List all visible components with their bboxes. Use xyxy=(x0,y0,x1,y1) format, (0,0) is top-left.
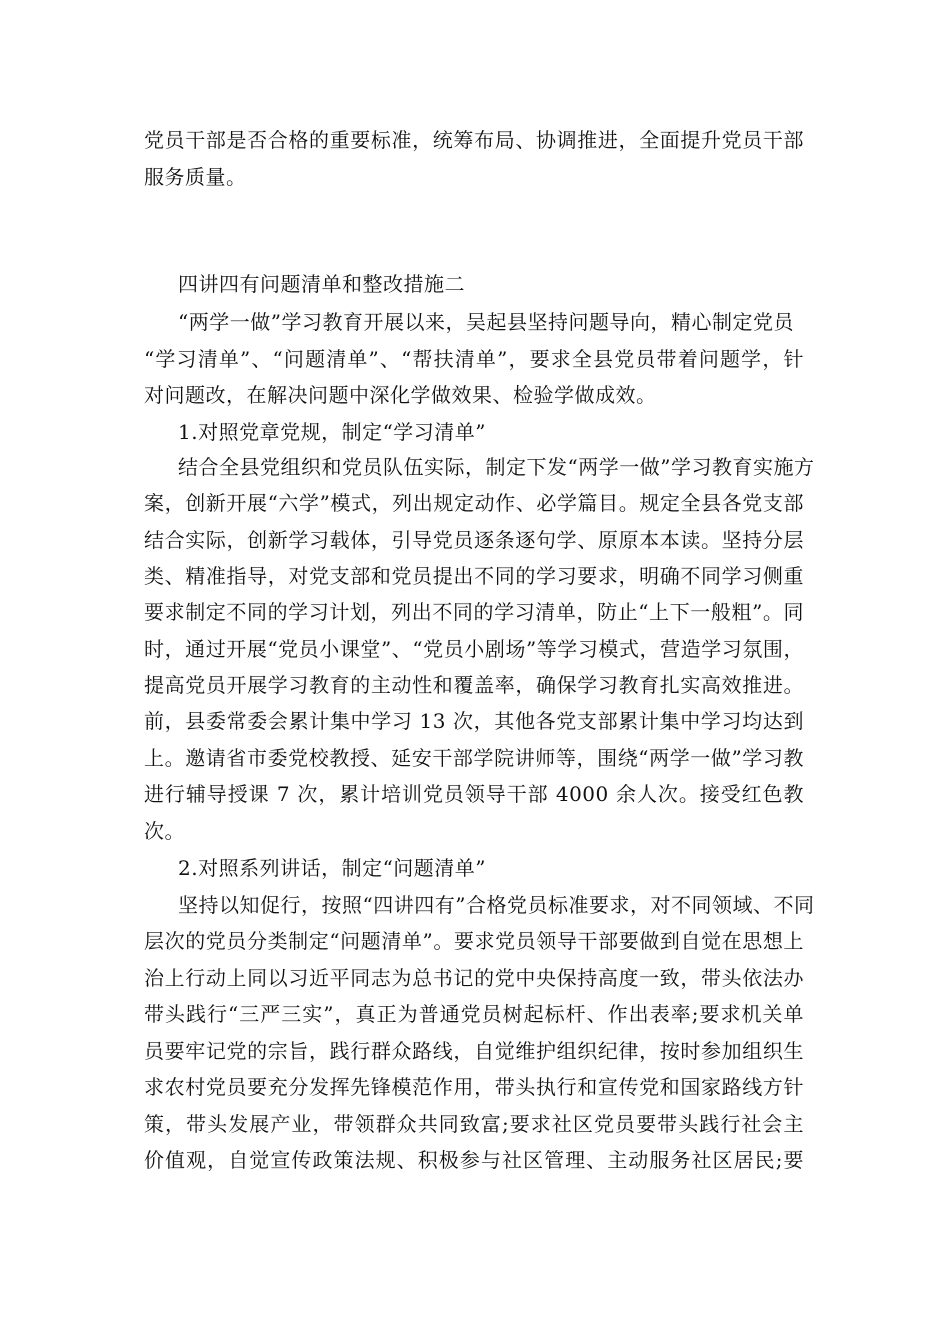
document-title: 四讲四有问题清单和整改措施二 xyxy=(178,272,465,296)
paragraph-line: 次。 xyxy=(144,819,185,843)
paragraph-line: 对问题改，在解决问题中深化学做效果、检验学做成效。 xyxy=(144,383,657,407)
paragraph-line: 策，带头发展产业，带领群众共同致富;要求社区党员要带头践行社会主 xyxy=(144,1112,804,1136)
paragraph-line: 党员干部是否合格的重要标准，统筹布局、协调推进，全面提升党员干部 xyxy=(144,128,804,152)
paragraph-line: 层次的党员分类制定“问题清单”。要求党员领导干部要做到自觉在思想上 xyxy=(144,929,804,953)
paragraph-line: 类、精准指导，对党支部和党员提出不同的学习要求，明确不同学习侧重 xyxy=(144,564,804,588)
paragraph-line: 要求制定不同的学习计划，列出不同的学习清单，防止“上下一般粗”。同 xyxy=(144,600,804,624)
paragraph-line: 价值观，自觉宣传政策法规、积极参与社区管理、主动服务社区居民;要 xyxy=(144,1148,804,1172)
paragraph-line: 求农村党员要充分发挥先锋模范作用，带头执行和宣传党和国家路线方针 xyxy=(144,1075,804,1099)
paragraph-line: 时，通过开展“党员小课堂”、“党员小剧场”等学习模式，营造学习氛围， xyxy=(144,637,804,661)
section-heading: 2.对照系列讲话，制定“问题清单” xyxy=(178,856,487,880)
paragraph-line: 结合全县党组织和党员队伍实际，制定下发“两学一做”学习教育实施方 xyxy=(178,455,815,479)
paragraph-line: 员要牢记党的宗旨，践行群众路线，自觉维护组织纪律，按时参加组织生 xyxy=(144,1039,804,1063)
paragraph-line: 坚持以知促行，按照“四讲四有”合格党员标准要求，对不同领域、不同 xyxy=(178,893,815,917)
paragraph-line: 前，县委常委会累计集中学习 13 次，其他各党支部累计集中学习均达到 xyxy=(144,709,804,733)
paragraph-line: 进行辅导授课 7 次，累计培训党员领导干部 4000 余人次。接受红色教 xyxy=(144,782,804,806)
paragraph-line: 带头践行“三严三实”，真正为普通党员树起标杆、作出表率;要求机关单 xyxy=(144,1002,804,1026)
paragraph-line: 服务质量。 xyxy=(144,165,247,189)
paragraph-line: 提高党员开展学习教育的主动性和覆盖率，确保学习教育扎实高效推进。 xyxy=(144,673,804,697)
paragraph-line: 案，创新开展“六学”模式，列出规定动作、必学篇目。规定全县各党支部 xyxy=(144,491,804,515)
paragraph-line: 上。邀请省市委党校教授、延安干部学院讲师等，围绕“两学一做”学习教 xyxy=(144,746,804,770)
paragraph-line: “学习清单”、“问题清单”、“帮扶清单”，要求全县党员带着问题学，针 xyxy=(144,347,804,371)
paragraph-line: 治上行动上同以习近平同志为总书记的党中央保持高度一致，带头依法办 xyxy=(144,966,804,990)
paragraph-line: 结合实际，创新学习载体，引导党员逐条逐句学、原原本本读。坚持分层 xyxy=(144,528,804,552)
paragraph-line: “两学一做”学习教育开展以来，吴起县坚持问题导向，精心制定党员 xyxy=(178,310,794,334)
section-heading: 1.对照党章党规，制定“学习清单” xyxy=(178,420,487,444)
